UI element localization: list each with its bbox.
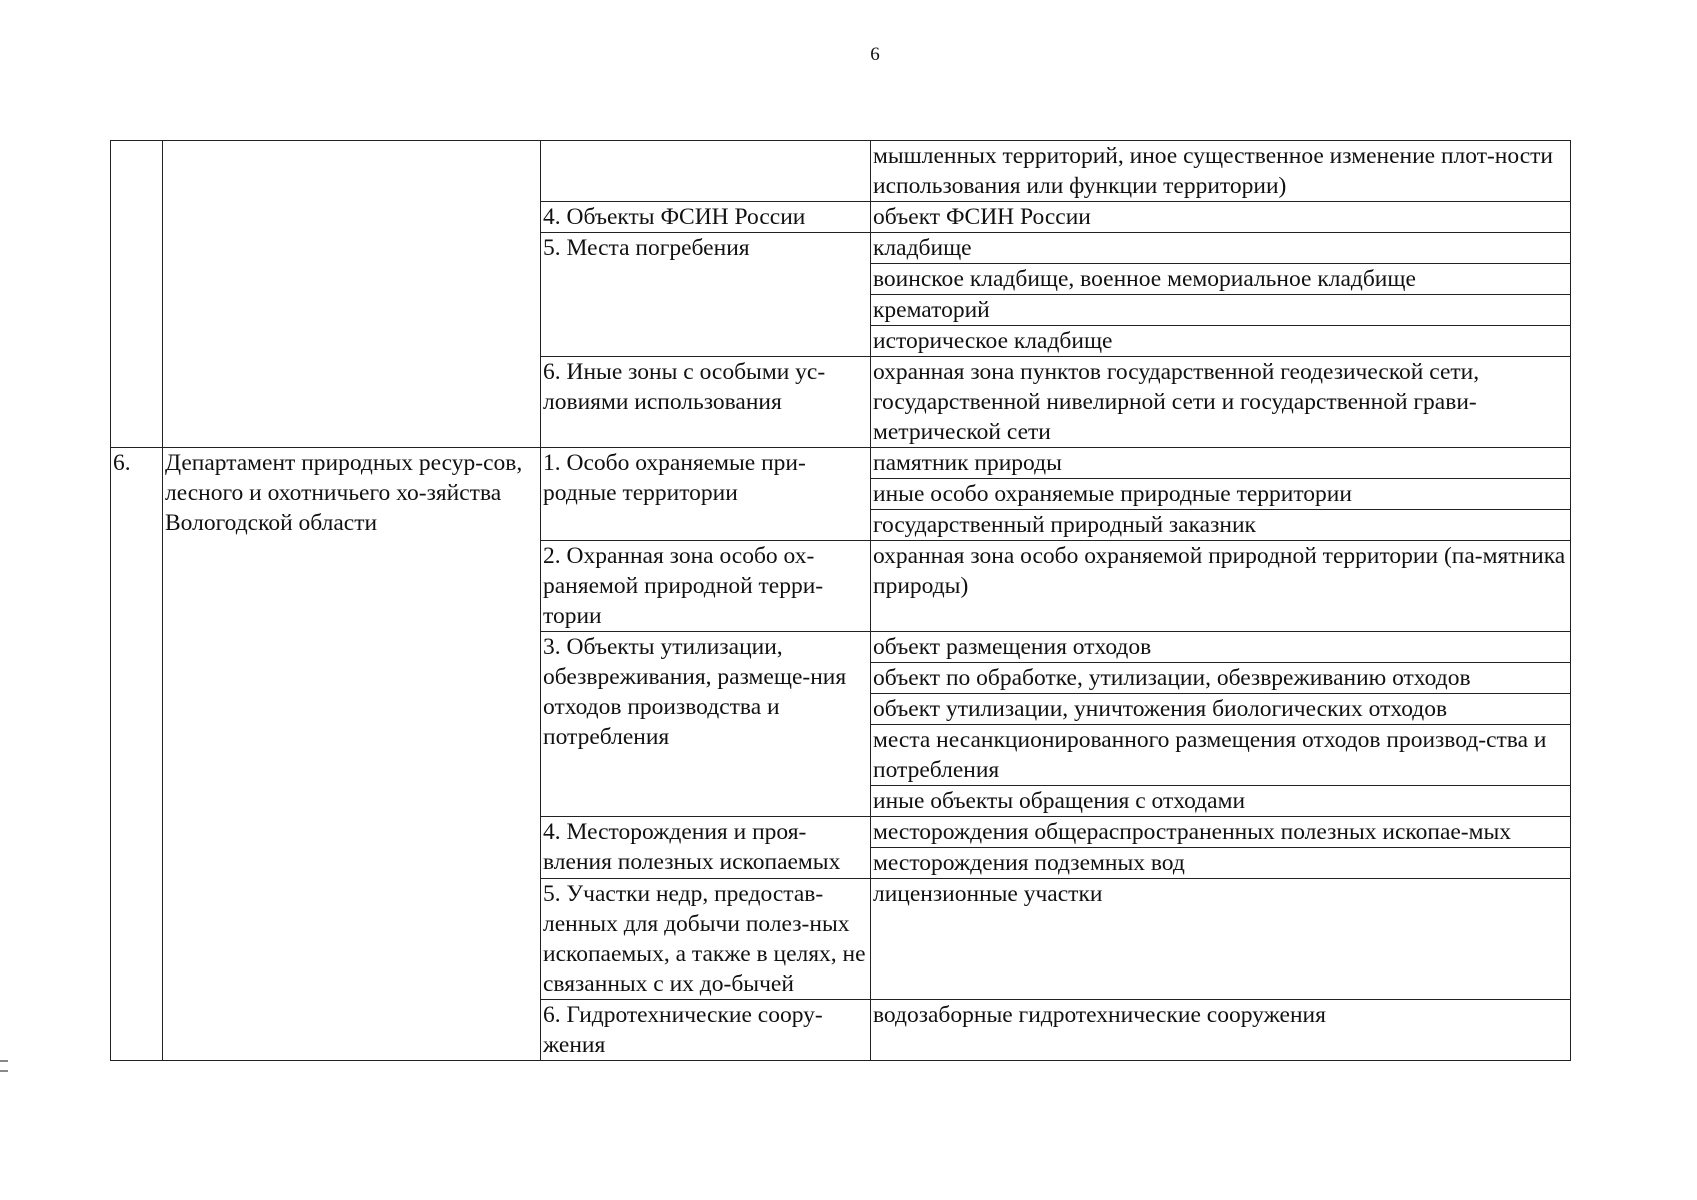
scan-edge-mark (0, 1060, 8, 1072)
zone-subtype-cell: кладбище (871, 233, 1571, 264)
table-row (111, 448, 1571, 479)
zone-subtype-cell: объект утилизации, уничтожения биологических отходов (871, 694, 1571, 725)
table-row (111, 141, 1571, 202)
zone-subtype-cell: охранная зона пунктов государственной геодезической сети, государственной нивелирной сети и государственной грави-метрической сети (871, 357, 1571, 448)
zone-type-cell: 3. Объекты утилизации, обезвреживания, размеще-ния отходов производства и потребления (541, 632, 871, 817)
zone-subtype-cell: охранная зона особо охраняемой природной территории (па-мятника природы) (871, 541, 1571, 632)
zone-subtype-cell: лицензионные участки (871, 879, 1571, 1000)
row-number-cell: 6. (111, 448, 163, 1061)
organization-cell: Департамент природных ресур-сов, лесного и охотничьего хо-зяйства Вологодской области (163, 448, 541, 1061)
organization-cell-continued (163, 141, 541, 448)
zone-subtype-cell: мышленных территорий, иное существенное изменение плот-ности использования или функции территории) (871, 141, 1571, 202)
zone-type-cell: 6. Гидротехнические соору-жения (541, 1000, 871, 1061)
zone-type-cell: 1. Особо охраняемые при-родные территории (541, 448, 871, 541)
zone-subtype-cell: объект ФСИН России (871, 202, 1571, 233)
zone-subtype-cell: государственный природный заказник (871, 510, 1571, 541)
zone-type-cell: 2. Охранная зона особо ох-раняемой природной терри-тории (541, 541, 871, 632)
zone-type-cell (541, 141, 871, 202)
zone-subtype-cell: водозаборные гидротехнические сооружения (871, 1000, 1571, 1061)
zone-subtype-cell: объект по обработке, утилизации, обезвреживанию отходов (871, 663, 1571, 694)
zone-type-cell: 4. Объекты ФСИН России (541, 202, 871, 233)
zone-subtype-cell: месторождения общераспространенных полезных ископае-мых (871, 817, 1571, 848)
zone-subtype-cell: иные особо охраняемые природные территории (871, 479, 1571, 510)
zone-subtype-cell: иные объекты обращения с отходами (871, 786, 1571, 817)
row-number-cell-continued (111, 141, 163, 448)
zone-type-cell: 5. Места погребения (541, 233, 871, 357)
zones-table (110, 140, 1571, 1061)
page-number: 6 (870, 44, 880, 65)
zone-subtype-cell: месторождения подземных вод (871, 848, 1571, 879)
zone-subtype-cell: памятник природы (871, 448, 1571, 479)
zone-type-cell: 4. Месторождения и проя-вления полезных ископаемых (541, 817, 871, 879)
zone-subtype-cell: воинское кладбище, военное мемориальное кладбище (871, 264, 1571, 295)
zone-subtype-cell: места несанкционированного размещения отходов производ-ства и потребления (871, 725, 1571, 786)
zone-type-cell: 5. Участки недр, предостав-ленных для добычи полез-ных ископаемых, а также в целях, не связанных с их до-бычей (541, 879, 871, 1000)
zone-subtype-cell: историческое кладбище (871, 326, 1571, 357)
zone-type-cell: 6. Иные зоны с особыми ус-ловиями использования (541, 357, 871, 448)
zone-subtype-cell: крематорий (871, 295, 1571, 326)
zones-table-body (111, 141, 1571, 1061)
zone-subtype-cell: объект размещения отходов (871, 632, 1571, 663)
